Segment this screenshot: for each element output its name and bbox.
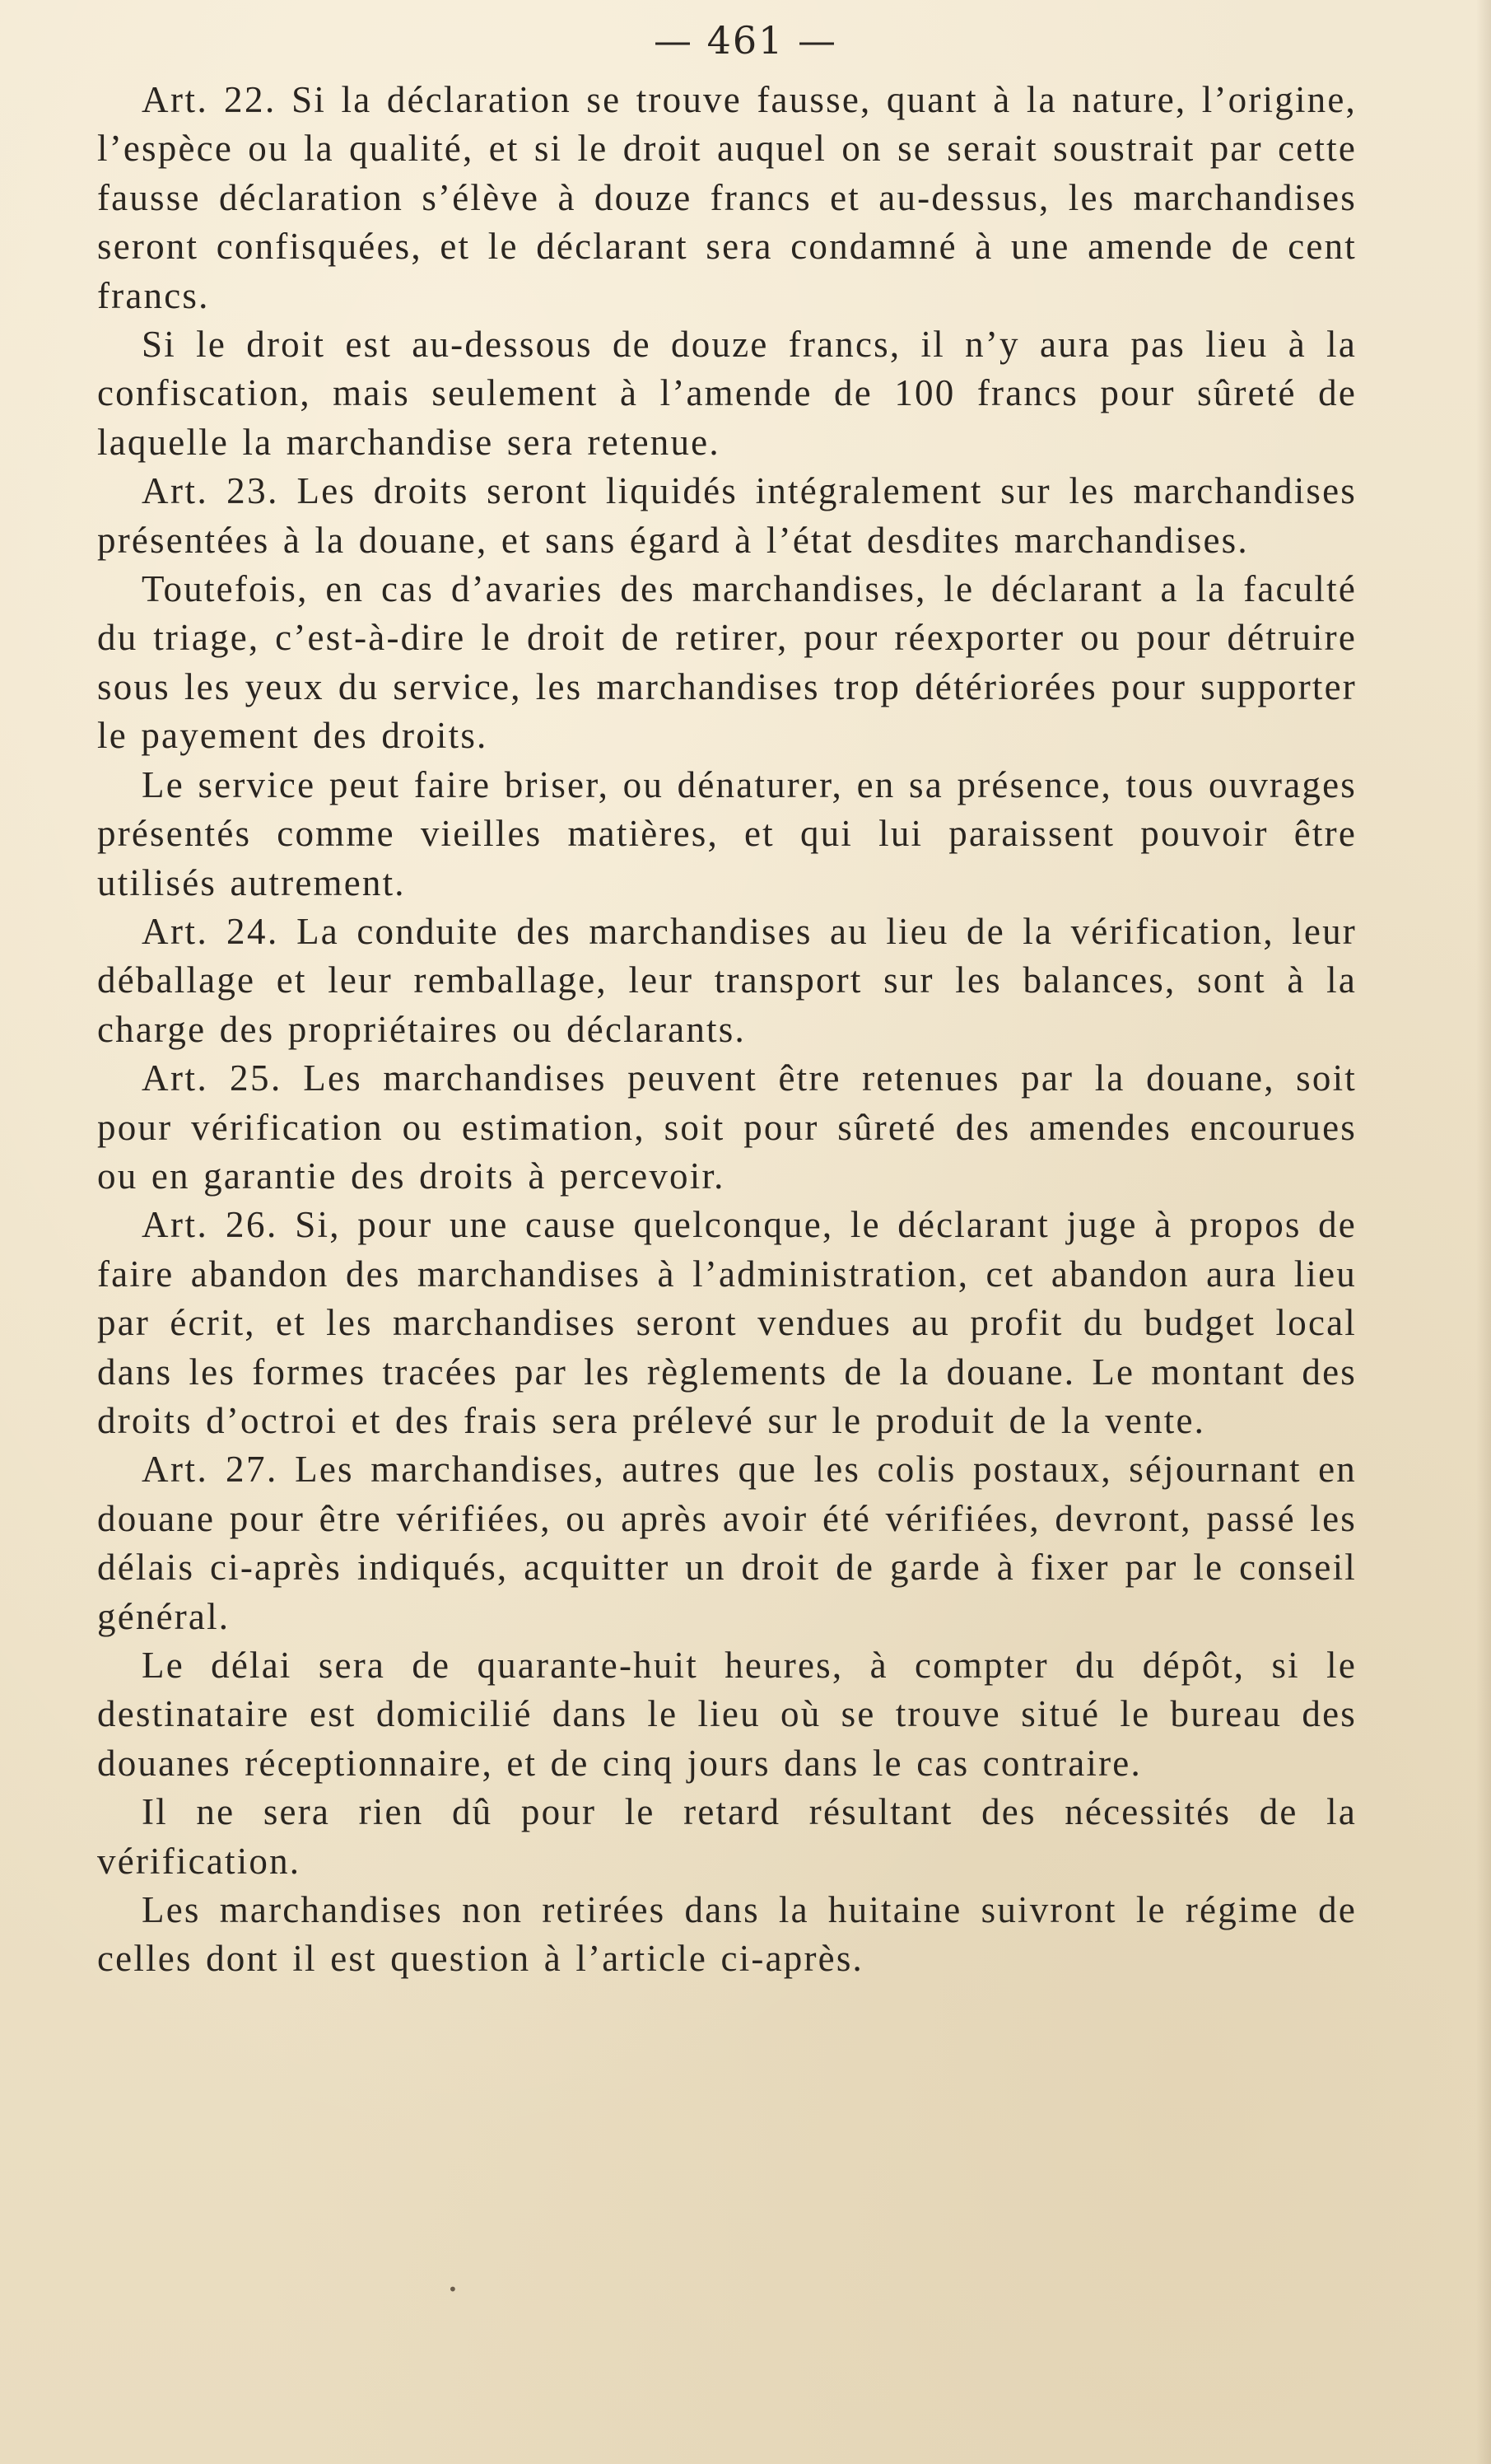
paragraph-text: Il ne sera rien dû pour le retard résultant des nécessités de la vérification. [97, 1791, 1357, 1882]
paragraph-art-24 [97, 908, 1357, 1054]
paragraph-art-25 [97, 1054, 1357, 1201]
paragraph-text: Les marchandises non retirées dans la huitaine suivront le régime de celles dont il est question à l’article ci-après. [97, 1889, 1357, 1980]
paragraph-text: Si, pour une cause quelconque, le déclarant juge à propos de faire abandon des marchandises à l’administration, cet abandon aura lieu par écrit, et les marchandises seront vendues au profit du budget local dans les formes tracées par les règlements de la douane. Le montant des droits d’octroi et des frais sera prélevé sur le produit de la vente. [97, 1204, 1357, 1441]
article-label: Art. 25. [142, 1057, 282, 1099]
paragraph-art-23 [97, 467, 1357, 565]
paragraph-art-22 [97, 76, 1357, 320]
article-label: Art. 26. [142, 1204, 278, 1246]
paragraph-art-27-cont-1 [97, 1641, 1357, 1788]
paragraph-art-27-cont-2 [97, 1788, 1357, 1886]
ink-speck: • [448, 2280, 458, 2299]
article-label: Art. 27. [142, 1449, 278, 1491]
article-label: Art. 22. [142, 79, 277, 120]
paragraph-art-23-cont-1 [97, 565, 1357, 761]
article-label: Art. 23. [142, 470, 279, 512]
paragraph-text: Les marchandises peuvent être retenues par la douane, soit pour vérification ou estimation, soit pour sûreté des amendes encourues ou en garantie des droits à percevoir. [97, 1057, 1357, 1197]
paragraph-text: Les marchandises, autres que les colis postaux, séjournant en douane pour être vérifiées, ou après avoir été vérifiées, devront, passé les délais ci-après indiqués, acquitter un droit de garde à fixer par le conseil général. [97, 1449, 1357, 1637]
paragraph-text: Si le droit est au-dessous de douze francs, il n’y aura pas lieu à la confiscation, mais seulement à l’amende de 100 francs pour sûreté de laquelle la marchandise sera retenue. [97, 324, 1357, 463]
page-number: — 461 — [653, 18, 838, 63]
paragraph-text: Le service peut faire briser, ou dénaturer, en sa présence, tous ouvrages présentés comme vieilles matières, et qui lui paraissent pouvoir être utilisés autrement. [97, 763, 1357, 903]
paragraph-art-23-cont-2 [97, 761, 1357, 908]
paragraph-text: La conduite des marchandises au lieu de la vérification, leur déballage et leur remballage, leur transport sur les balances, sont à la charge des propriétaires ou déclarants. [97, 910, 1357, 1050]
paragraph-text: Si la déclaration se trouve fausse, quant à la nature, l’origine, l’espèce ou la qualité, et si le droit auquel on se serait soustrait par cette fausse déclaration s’élève à douze francs et au-dessus, les marchandises seront confisquées, et le déclarant sera condamné à une amende de cent francs. [97, 79, 1357, 316]
paragraph-art-26 [97, 1201, 1357, 1445]
page-edge-shadow [1476, 0, 1491, 2464]
article-label: Art. 24. [142, 910, 279, 952]
paragraph-art-22-cont [97, 320, 1357, 467]
paragraph-art-27 [97, 1445, 1357, 1641]
paragraph-text: Le délai sera de quarante-huit heures, à compter du dépôt, si le destinataire est domicilié dans le lieu où se trouve situé le bureau des douanes réceptionnaire, et de cinq jours dans le cas contraire. [97, 1645, 1357, 1784]
paragraph-text: Les droits seront liquidés intégralement sur les marchandises présentées à la douane, et sans égard à l’état desdites marchandises. [97, 470, 1357, 561]
paragraph-text: Toutefois, en cas d’avaries des marchandises, le déclarant a la faculté du triage, c’est-à-dire le droit de retirer, pour réexporter ou pour détruire sous les yeux du service, les marchandises trop détériorées pour supporter le payement des droits. [97, 568, 1357, 757]
paragraph-art-27-cont-3 [97, 1886, 1357, 1984]
body-text [97, 76, 1357, 1984]
